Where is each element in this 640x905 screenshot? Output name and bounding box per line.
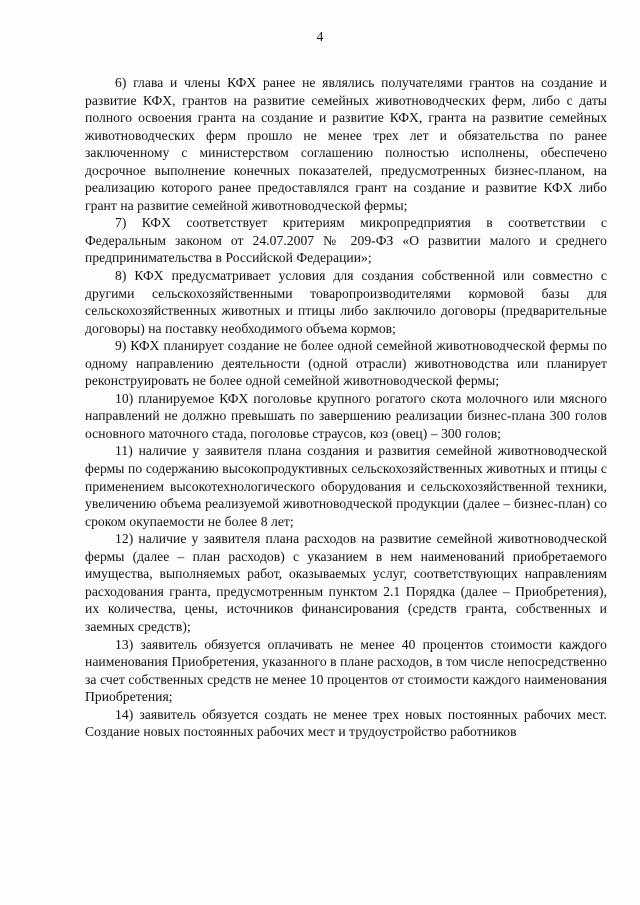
document-body	[85, 74, 607, 741]
paragraph-8: 8) КФХ предусматривает условия для создания собственной или совместно с другими сельскохозяйственными товаропроизводителями кормовой базы для сельскохозяйственных животных и птицы либо заключило договоры (предварительные договоры) на поставку необходимого объема кормов;	[85, 268, 607, 336]
paragraph-12: 12) наличие у заявителя плана расходов на развитие семейной животноводческой фермы (далее – план расходов) с указанием в нем наименований приобретаемого имущества, выполняемых работ, оказываемых услуг, соответствующих направлениям расходования гранта, предусмотренным пунктом 2.1 Порядка (далее – Приобретения), их количества, цены, источников финансирования (средств гранта, собственных и заемных средств);	[85, 531, 607, 634]
paragraph-11: 11) наличие у заявителя плана создания и развития семейной животноводческой фермы по содержанию высокопродуктивных сельскохозяйственных животных и птицы с применением высокотехнологического оборудования и сельскохозяйственной техники, увеличению объема реализуемой животноводческой продукции (далее – бизнес-план) со сроком окупаемости не более 8 лет;	[85, 443, 607, 529]
paragraph-10: 10) планируемое КФХ поголовье крупного рогатого скота молочного или мясного направлений не должно превышать по завершению реализации бизнес-плана 300 голов основного маточного стада, поголовье страусов, коз (овец) – 300 голов;	[85, 390, 607, 441]
paragraph-7: 7) КФХ соответствует критериям микропредприятия в соответствии с Федеральным законом от 24.07.2007 № 209-ФЗ «О развитии малого и среднего предпринимательства в Российской Федерации»;	[85, 215, 607, 266]
paragraph-6: 6) глава и члены КФХ ранее не являлись получателями грантов на создание и развитие КФХ, грантов на развитие семейных животноводческих ферм, либо с даты полного освоения гранта на создание и развитие КФХ, гранта на развитие семейных животноводческих ферм прошло не менее трех лет и обязательства по ранее заключенному с министерством соглашению полностью исполнены, обеспечено досрочное выполнение конечных показателей, предусмотренных бизнес-планом, на реализацию которого ранее предоставлялся грант на создание и развитие КФХ либо грант на развитие семейной животноводческой фермы;	[85, 75, 607, 213]
paragraph-14: 14) заявитель обязуется создать не менее трех новых постоянных рабочих мест. Создание новых постоянных рабочих мест и трудоустройство работников	[85, 706, 607, 740]
page-number: 4	[316, 29, 324, 44]
paragraph-9: 9) КФХ планирует создание не более одной семейной животноводческой фермы по одному направлению деятельности (одной отрасли) животноводства или планирует реконструировать не более одной семейной животноводческой фермы;	[85, 338, 607, 389]
paragraph-13: 13) заявитель обязуется оплачивать не менее 40 процентов стоимости каждого наименования Приобретения, указанного в плане расходов, в том числе непосредственно за счет собственных средств не менее 10 процентов от стоимости каждого наименования Приобретения;	[85, 636, 607, 705]
